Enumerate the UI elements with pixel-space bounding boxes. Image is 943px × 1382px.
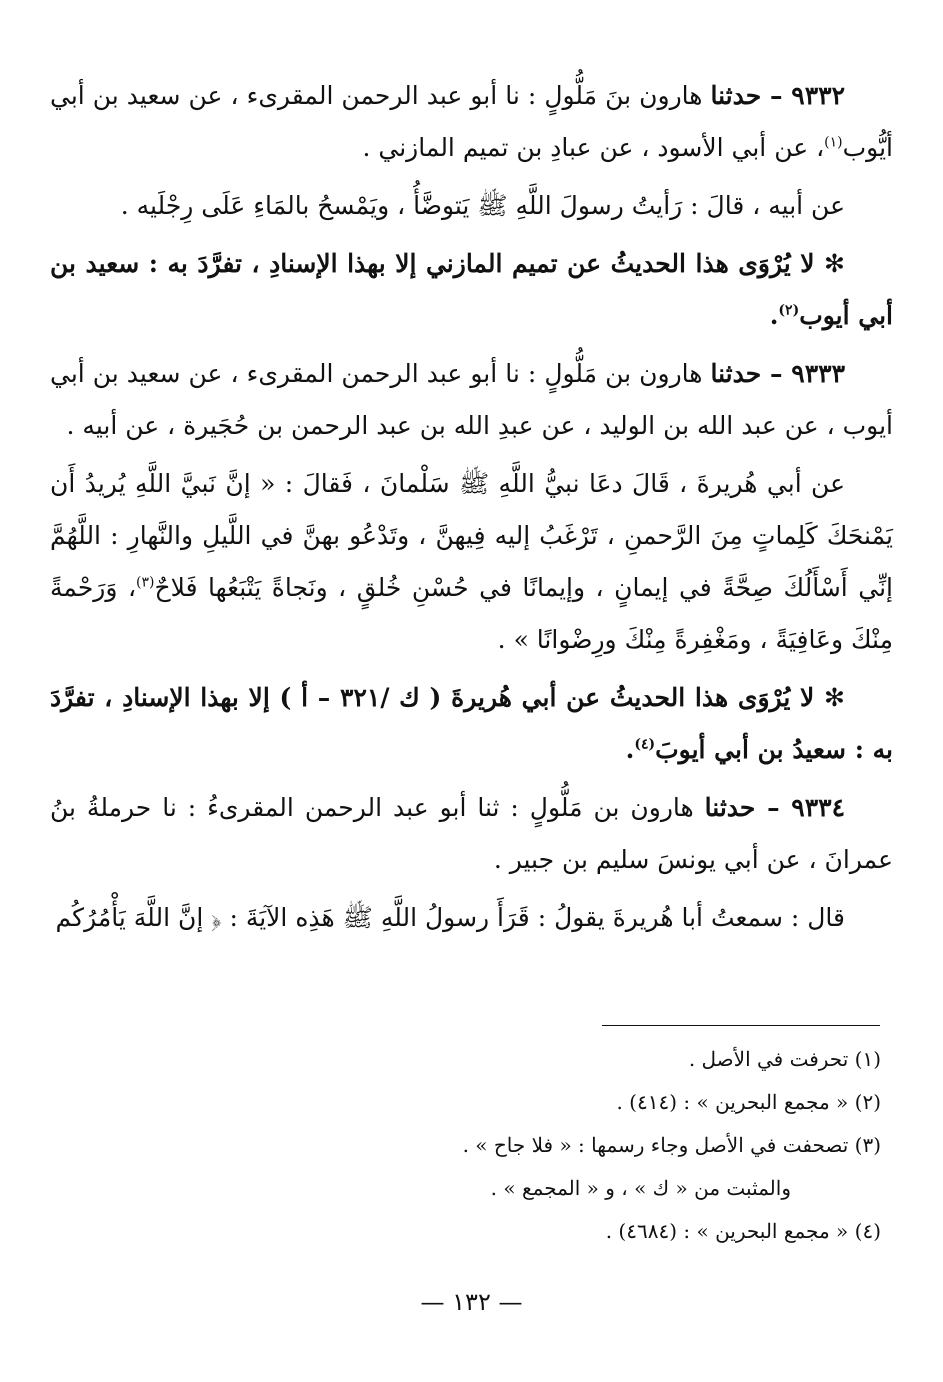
commentary-text: . xyxy=(625,735,635,764)
hadith-number: ٩٣٣٣ – حدثنا xyxy=(710,359,845,388)
hadith-matn xyxy=(50,180,893,232)
footnote-1: (١) تحرفت في الأصل . xyxy=(688,1047,881,1071)
star-icon: ✻ xyxy=(824,249,845,278)
hadith-9334 xyxy=(50,782,893,886)
commentary-note xyxy=(50,238,893,342)
footnote-ref: (٤) xyxy=(634,736,656,753)
footnote-divider xyxy=(602,1025,880,1026)
hadith-number: ٩٣٣٢ – حدثنا xyxy=(710,81,845,110)
footnote-ref: (٢) xyxy=(778,302,800,319)
footnote-3: (٣) تصحفت في الأصل وجاء رسمها : « فلا جاح » . xyxy=(462,1133,881,1157)
footnote-3-continuation: والمثبت من « ك » ، و « المجمع » . xyxy=(490,1176,791,1200)
star-icon: ✻ xyxy=(824,683,845,712)
matn-text: قال : سمعتُ أبا هُريرةَ يقولُ : قَرَأَ رسولُ اللَّهِ ﷺ هَذِه الآيَةَ : ﴿ إنَّ اللَّهَ يَأْمُرُكُم xyxy=(55,903,845,932)
hadith-text: هارون بن مَلُّولٍ : نا أبو عبد الرحمن المقرىء ، عن سعيد بن أبي أيوب ، عن عبد الله بن الوليد ، عن عبدِ الله بن عبد الرحمن بن حُجَيرة ، عن أبيه . xyxy=(50,359,893,440)
page-number: — ١٣٢ — xyxy=(420,1288,523,1316)
matn-text: عن أبيه ، قالَ : رَأيتُ رسولَ اللَّهِ ﷺ يَتوضَّأُ ، ويَمْسحُ بالمَاءِ عَلَى رِجْلَيه . xyxy=(120,191,845,220)
hadith-text: ، عن أبي الأسود ، عن عبادِ بن تميم المازني . xyxy=(362,133,825,162)
hadith-text: هارون بنَ مَلُّولٍ : نا أبو عبد الرحمن المقرىء ، عن سعيد بن أبي أيُّوب xyxy=(50,81,893,162)
footnotes xyxy=(50,1038,881,1253)
footnote-ref: (١) xyxy=(824,134,843,151)
matn-text: ، وَرَحْمةً مِنْكَ وعَافِيَةً ، ومَغْفِرةً مِنْكَ ورِضْوانًا » . xyxy=(50,573,893,654)
matn-text: عن أبي هُريرةَ ، قَالَ دعَا نبيُّ اللَّهِ ﷺ سَلْمانَ ، فَقالَ : « إنَّ نَبيَّ اللَّهِ يُريدُ أَن يَمْنحَكَ كَلِماتٍ مِنَ الرَّحمنِ ، تَرْغَبُ إليه فِيهنَّ ، وتَدْعُو بهنَّ في اللَّيلِ والنَّهارِ : اللَّهُمَّ إنِّي أَسْأَلُكَ صِحَّةً في إيمانٍ ، وإيمانًا في حُسْنِ خُلقٍ ، ونَجاةً يَتْبَعُها فَلاحٌ xyxy=(50,469,893,602)
footnote-ref: (٣) xyxy=(136,574,155,591)
hadith-9333 xyxy=(50,348,893,452)
commentary-note xyxy=(50,672,893,776)
hadith-text: هارون بن مَلُّولٍ : ثنا أبو عبد الرحمن المقرىءُ : نا حرملةُ بنُ عمرانَ ، عن أبي يونسَ سليم بن جبير . xyxy=(50,793,893,874)
footnote-4: (٤) « مجمع البحرين » : (٤٦٨٤) . xyxy=(605,1219,881,1243)
hadith-9332 xyxy=(50,70,893,174)
commentary-text: لا يُرْوَى هذا الحديثُ عن تميم المازني إلا بهذا الإسنادِ ، تفرَّدَ به : سعيد بن أبي أيوب xyxy=(50,249,893,330)
hadith-number: ٩٣٣٤ – حدثنا xyxy=(704,793,845,822)
commentary-text: لا يُرْوَى هذا الحديثُ عن أبي هُريرةَ ( ك /٣٢١ – أ ) إلا بهذا الإسنادِ ، تفرَّدَ به : سعيدُ بن أبي أيوبَ xyxy=(50,683,893,764)
footnote-2: (٢) « مجمع البحرين » : (٤١٤) . xyxy=(616,1090,881,1114)
hadith-matn xyxy=(50,458,893,666)
hadith-matn xyxy=(50,892,893,944)
commentary-text: . xyxy=(769,301,779,330)
